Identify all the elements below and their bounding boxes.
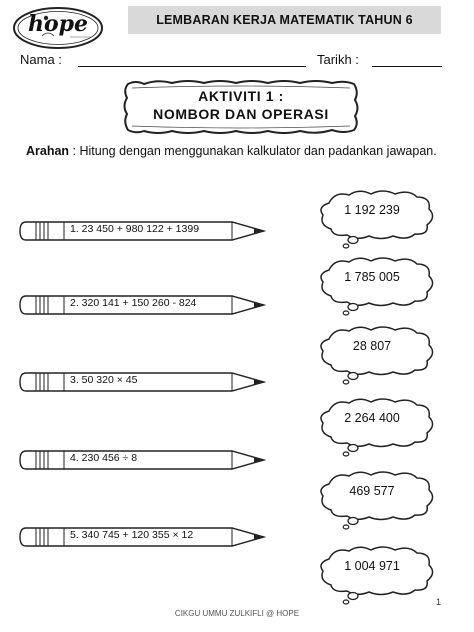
name-label: Nama : bbox=[20, 52, 62, 67]
answer-text: 1 004 971 bbox=[344, 559, 400, 573]
answer-cloud-6 bbox=[313, 545, 443, 601]
instructions-text: : Hitung dengan menggunakan kalkulator dan padankan jawapan. bbox=[69, 144, 437, 158]
question-text: 4. 230 456 ÷ 8 bbox=[70, 452, 138, 464]
question-pencil-4 bbox=[18, 449, 266, 469]
cloud-icon bbox=[313, 470, 443, 530]
question-text: 2. 320 141 + 150 260 - 824 bbox=[70, 297, 197, 309]
question-text: 5. 340 745 + 120 355 × 12 bbox=[70, 529, 194, 541]
answer-cloud-5 bbox=[313, 470, 443, 526]
question-pencil-2 bbox=[18, 294, 266, 314]
footer-credit: CIKGU UMMU ZULKIFLI @ HOPE bbox=[174, 609, 300, 618]
answer-cloud-2 bbox=[313, 256, 443, 312]
page-number: 1 bbox=[436, 597, 442, 607]
logo-lettering: hope bbox=[27, 11, 89, 37]
instructions-heading: Arahan bbox=[26, 144, 70, 158]
pencil-icon bbox=[18, 449, 266, 471]
question-pencil-1 bbox=[18, 220, 266, 240]
question-text: 3. 50 320 × 45 bbox=[70, 374, 138, 386]
activity-number: AKTIVITI 1 : bbox=[198, 88, 284, 104]
answer-cloud-3 bbox=[313, 325, 443, 381]
answer-text: 1 785 005 bbox=[344, 270, 400, 284]
name-input-line[interactable] bbox=[78, 66, 306, 67]
worksheet-title bbox=[128, 6, 441, 34]
answer-text: 28 807 bbox=[352, 339, 392, 353]
worksheet-title-text: LEMBARAN KERJA MATEMATIK TAHUN 6 bbox=[156, 13, 413, 27]
question-text: 1. 23 450 + 980 122 + 1399 bbox=[70, 223, 200, 235]
cloud-icon bbox=[313, 189, 443, 249]
hope-logo bbox=[12, 6, 104, 50]
answer-cloud-4 bbox=[313, 397, 443, 453]
cloud-icon bbox=[313, 256, 443, 316]
answer-text: 2 264 400 bbox=[344, 411, 400, 425]
question-pencil-5 bbox=[18, 526, 266, 546]
cloud-icon bbox=[313, 325, 443, 385]
name-date-row bbox=[20, 52, 450, 70]
instructions bbox=[26, 143, 456, 159]
answer-text: 469 577 bbox=[349, 484, 395, 498]
activity-topic: NOMBOR DAN OPERASI bbox=[153, 106, 329, 122]
cloud-icon bbox=[313, 397, 443, 457]
activity-banner bbox=[118, 78, 364, 136]
pencil-icon bbox=[18, 371, 266, 393]
date-input-line[interactable] bbox=[372, 66, 442, 67]
answer-cloud-1 bbox=[313, 189, 443, 245]
answer-text: 1 192 239 bbox=[344, 203, 400, 217]
date-label: Tarikh : bbox=[317, 52, 359, 67]
question-pencil-3 bbox=[18, 371, 266, 391]
cloud-icon bbox=[313, 545, 443, 605]
